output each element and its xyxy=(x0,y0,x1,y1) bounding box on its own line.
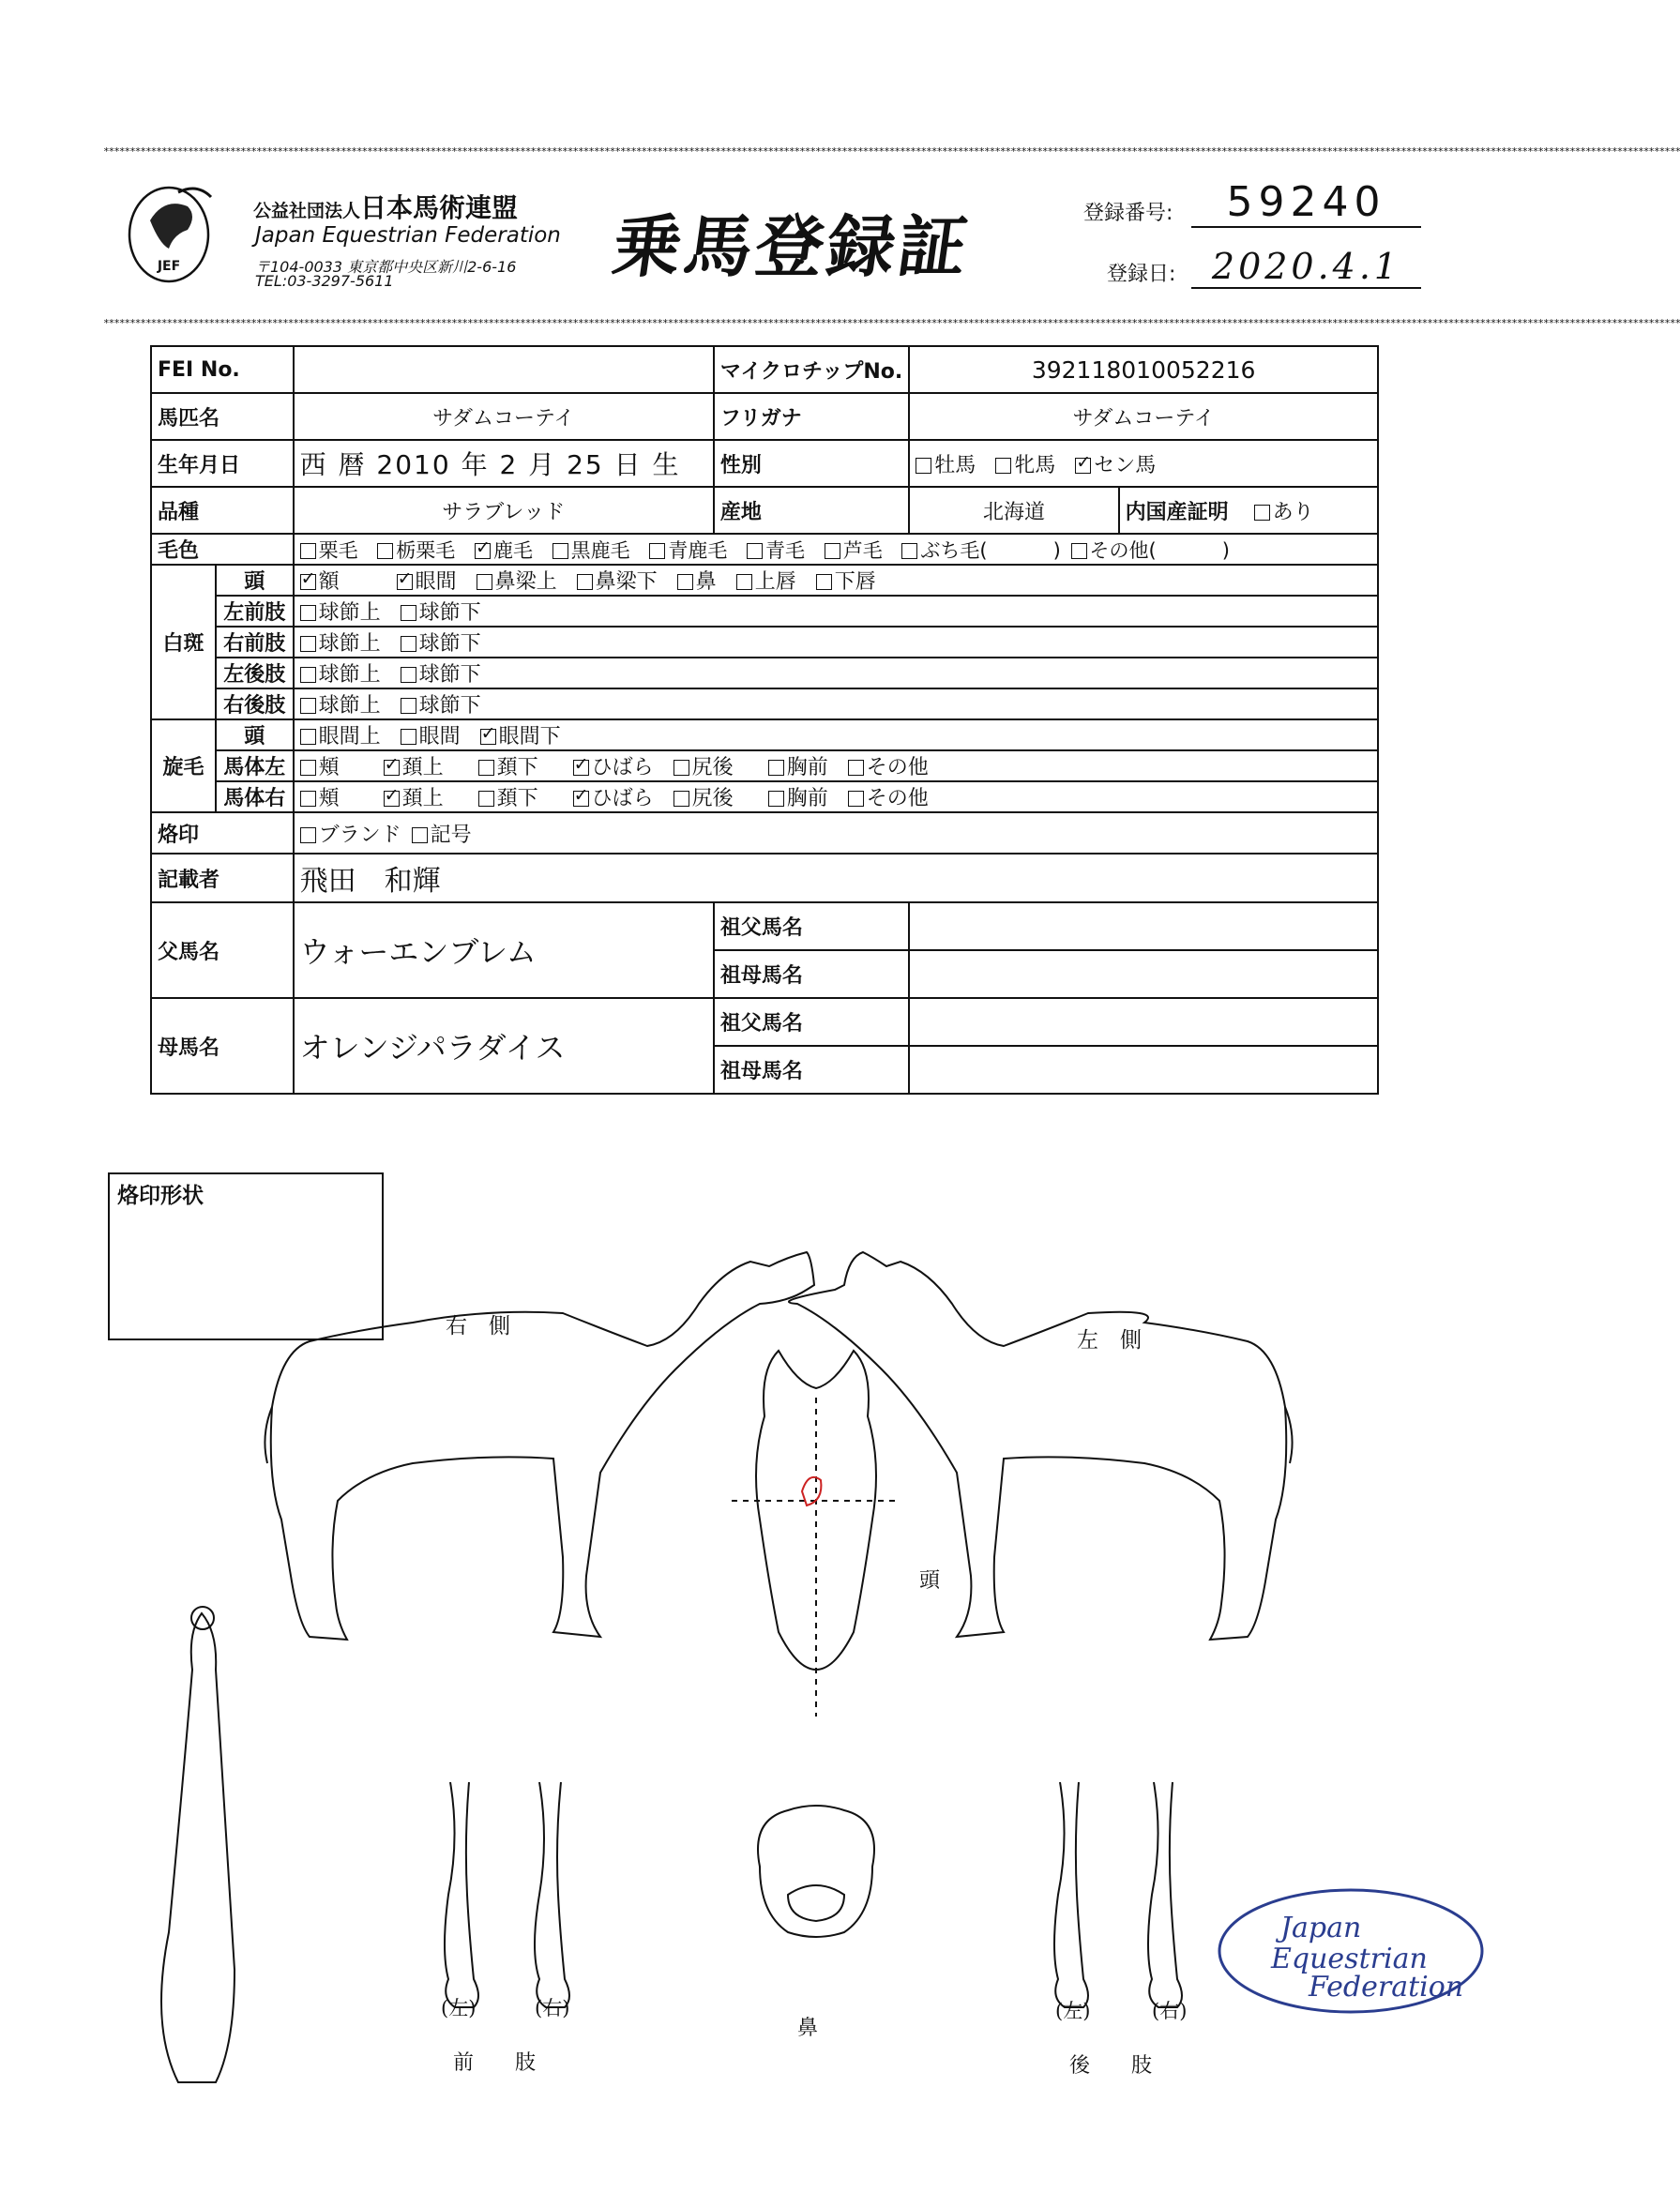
sex-option-stallion: 牡馬 xyxy=(916,449,976,478)
coat-option: ぶち毛( ) xyxy=(901,536,1060,564)
domestic-option: あり xyxy=(1272,500,1314,524)
checkbox-icon xyxy=(377,543,393,559)
org-type: 公益社団法人 xyxy=(253,201,361,221)
checkbox-icon xyxy=(674,791,689,807)
sire-label: 父馬名 xyxy=(151,902,294,998)
dam-granddam-value xyxy=(909,1046,1378,1094)
whorl-options: 頬 ✓ 頚上 頚下 ✓ ひばら 尻後 胸前 その他 xyxy=(294,750,1378,781)
reg-no-label: 登録番号: xyxy=(1083,202,1173,225)
brand-shape-label: 烙印形状 xyxy=(117,1184,204,1208)
fei-value xyxy=(294,346,714,393)
checkbox-icon xyxy=(300,791,316,807)
fore-left-label: (左) xyxy=(441,1997,477,2019)
coat-option: 黒鹿毛 xyxy=(552,536,630,564)
checkbox-icon xyxy=(577,574,593,590)
coat-label: 毛色 xyxy=(151,534,294,565)
brand-label: 烙印 xyxy=(151,812,294,854)
document-title: 乗馬登録証 xyxy=(608,206,976,286)
checkbox-icon xyxy=(300,760,316,776)
checkbox-icon xyxy=(901,543,917,559)
checked-checkbox-icon xyxy=(480,729,496,745)
checkbox-icon xyxy=(477,574,492,590)
checkbox-icon xyxy=(300,827,316,843)
white-part: 左前肢 xyxy=(216,596,294,627)
checkbox-icon xyxy=(412,827,428,843)
reg-date-value: 2020.4.1 xyxy=(1191,246,1421,289)
checked-checkbox-icon xyxy=(384,760,400,776)
sex-option-gelding: ✓ セン馬 xyxy=(1075,449,1156,478)
org-name: 日本馬術連盟 xyxy=(360,192,519,223)
checked-checkbox-icon xyxy=(573,791,589,807)
registration-table xyxy=(150,345,1379,1095)
coat-option: 芦毛 xyxy=(825,536,883,564)
checkbox-icon xyxy=(401,667,416,683)
org-tel: TEL:03-3297-5611 xyxy=(255,272,394,290)
dam-grandsire-value xyxy=(909,998,1378,1046)
stamp-line: Federation xyxy=(1309,1971,1464,2004)
checked-checkbox-icon xyxy=(300,574,316,590)
nose-label: 鼻 xyxy=(797,2017,819,2040)
checkbox-icon xyxy=(674,760,689,776)
whorl-part: 馬体右 xyxy=(216,781,294,812)
checkbox-icon xyxy=(300,543,316,559)
white-options: 球節上 球節下 xyxy=(294,627,1378,658)
coat-option: 栗毛 xyxy=(300,536,358,564)
name-label: 馬匹名 xyxy=(151,393,294,440)
chip-value: 392118010052216 xyxy=(909,346,1378,393)
dam-grandsire-label: 祖父馬名 xyxy=(714,998,909,1046)
left-side-label: 左 側 xyxy=(1077,1328,1142,1353)
white-options: 球節上 球節下 xyxy=(294,658,1378,688)
white-part: 左後肢 xyxy=(216,658,294,688)
sire-value: ウォーエンブレム xyxy=(294,902,714,998)
checkbox-icon xyxy=(478,760,494,776)
coat-option: その他( ) xyxy=(1071,536,1230,564)
whorl-options: 眼間上 眼間 ✓ 眼間下 xyxy=(294,719,1378,750)
sire-grandsire-value xyxy=(909,902,1378,950)
checked-checkbox-icon xyxy=(475,543,491,559)
whorl-label: 旋毛 xyxy=(151,719,216,812)
checkbox-icon xyxy=(401,636,416,652)
checkbox-icon xyxy=(478,791,494,807)
furigana-value: サダムコーテイ xyxy=(909,393,1378,440)
sire-granddam-label: 祖母馬名 xyxy=(714,950,909,998)
org-english: Japan Equestrian Federation xyxy=(255,223,561,248)
white-label: 白斑 xyxy=(151,565,216,719)
coat-options xyxy=(294,534,1378,565)
checkbox-icon xyxy=(677,574,693,590)
bottom-star-rule: *********************************************************************************************************************************************************************************************************************************************************************************************************** xyxy=(103,317,1680,329)
checkbox-icon xyxy=(816,574,832,590)
coat-option: 栃栗毛 xyxy=(377,536,455,564)
dam-value: オレンジパラダイス xyxy=(294,998,714,1094)
origin-label: 産地 xyxy=(714,487,909,534)
whorl-options: 頬 ✓ 頚上 頚下 ✓ ひばら 尻後 胸前 その他 xyxy=(294,781,1378,812)
logo-text: JEF xyxy=(157,259,181,274)
hindlimb-label: 後 肢 xyxy=(1069,2054,1153,2078)
checkbox-icon xyxy=(747,543,763,559)
checkbox-icon xyxy=(768,791,784,807)
white-options: 球節上 球節下 xyxy=(294,688,1378,719)
sire-granddam-value xyxy=(909,950,1378,998)
checkbox-icon xyxy=(552,543,568,559)
stamp-line: Japan xyxy=(1280,1912,1362,1944)
sex-label: 性別 xyxy=(714,440,909,487)
reg-date-label: 登録日: xyxy=(1107,263,1176,286)
jef-logo xyxy=(122,178,216,286)
sex-options xyxy=(909,440,1378,487)
checkbox-icon xyxy=(300,605,316,621)
checkbox-icon xyxy=(401,729,416,745)
sex-option-mare: 牝馬 xyxy=(995,449,1055,478)
brand-options: ブランド 記号 xyxy=(294,812,1378,854)
birth-value: 西 暦 2010 年 2 月 25 日 生 xyxy=(294,440,714,487)
recorder-value: 飛田 和輝 xyxy=(294,854,1378,902)
checkbox-icon xyxy=(848,791,864,807)
checkbox-icon xyxy=(1254,505,1270,521)
checkbox-icon xyxy=(401,605,416,621)
white-options: ✓ 額 ✓ 眼間 鼻梁上 鼻梁下 鼻 上唇 下唇 xyxy=(294,565,1378,596)
fore-right-label: (右) xyxy=(535,1997,570,2019)
checkbox-icon xyxy=(401,698,416,714)
white-part: 右前肢 xyxy=(216,627,294,658)
hind-right-label: (右) xyxy=(1152,2000,1188,2022)
head-label: 頭 xyxy=(919,1569,941,1593)
name-value: サダムコーテイ xyxy=(294,393,714,440)
checkbox-icon xyxy=(995,458,1011,474)
white-part: 右後肢 xyxy=(216,688,294,719)
checkbox-icon xyxy=(300,667,316,683)
checkbox-icon xyxy=(848,760,864,776)
forelimb-label: 前 肢 xyxy=(453,2051,537,2075)
birth-label: 生年月日 xyxy=(151,440,294,487)
checkbox-icon xyxy=(1071,543,1087,559)
checkbox-icon xyxy=(300,636,316,652)
reg-no-value: 59240 xyxy=(1191,178,1421,228)
fei-label: FEI No. xyxy=(151,346,294,393)
jef-stamp xyxy=(1215,1885,1487,2017)
domestic-label: 内国産証明 xyxy=(1125,500,1229,524)
white-part: 頭 xyxy=(216,565,294,596)
right-side-label: 右 側 xyxy=(446,1314,510,1338)
dam-granddam-label: 祖母馬名 xyxy=(714,1046,909,1094)
org-address: 〒104-0033 東京都中央区新川2-6-16 xyxy=(255,258,517,276)
origin-value: 北海道 xyxy=(909,487,1118,534)
whorl-part: 馬体左 xyxy=(216,750,294,781)
checked-checkbox-icon xyxy=(573,760,589,776)
checkbox-icon xyxy=(649,543,665,559)
checked-checkbox-icon xyxy=(384,791,400,807)
coat-option: 青鹿毛 xyxy=(649,536,727,564)
domestic-cell xyxy=(1119,487,1378,534)
checkbox-icon xyxy=(768,760,784,776)
checked-checkbox-icon xyxy=(1075,458,1091,474)
breed-label: 品種 xyxy=(151,487,294,534)
whorl-part: 頭 xyxy=(216,719,294,750)
dam-label: 母馬名 xyxy=(151,998,294,1094)
white-options: 球節上 球節下 xyxy=(294,596,1378,627)
checkbox-icon xyxy=(825,543,840,559)
coat-option: 青毛 xyxy=(747,536,805,564)
furigana-label: フリガナ xyxy=(714,393,909,440)
breed-value: サラブレッド xyxy=(294,487,714,534)
checked-checkbox-icon xyxy=(397,574,413,590)
checkbox-icon xyxy=(916,458,931,474)
recorder-label: 記載者 xyxy=(151,854,294,902)
checkbox-icon xyxy=(736,574,752,590)
sire-grandsire-label: 祖父馬名 xyxy=(714,902,909,950)
hind-left-label: (左) xyxy=(1055,2000,1091,2022)
top-star-rule: *********************************************************************************************************************************************************************************************************************************************************************************************************** xyxy=(103,145,1680,158)
coat-option: ✓ 鹿毛 xyxy=(475,536,533,564)
checkbox-icon xyxy=(300,698,316,714)
chip-label: マイクロチップNo. xyxy=(714,346,909,393)
stamp-line: Equestrian xyxy=(1271,1943,1428,1975)
checkbox-icon xyxy=(300,729,316,745)
